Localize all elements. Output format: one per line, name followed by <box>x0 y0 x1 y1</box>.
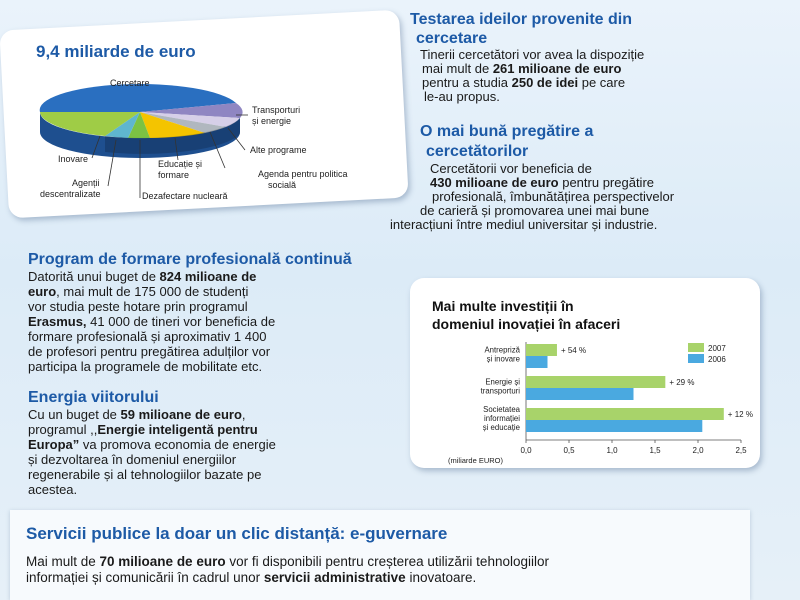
bar-category-label-1: Energie și <box>485 377 520 387</box>
bar-category-label-0: Antrepriză <box>484 345 520 355</box>
bar-annotation-1: + 29 % <box>669 378 695 387</box>
bar-category-label-1: transporturi <box>480 386 520 396</box>
section-training-program-text-1: Datorită unui buget de 824 milioane de <box>28 269 257 284</box>
egov-text <box>26 554 549 586</box>
section-energy-text-1: Cu un buget de 59 milioane de euro, <box>28 407 246 422</box>
bar-chart-x-tick-label: 1,5 <box>649 446 661 455</box>
section-training-program-text-3: vor studia peste hotare prin programul <box>28 299 248 314</box>
section-energy-title: Energia viitorului <box>28 389 159 406</box>
pie-chart <box>0 0 410 215</box>
section-researcher-training-text-1: Cercetătorii vor beneficia de <box>430 161 592 176</box>
section-training-program-text-7: participa la programele de mobilitate etc. <box>28 359 263 374</box>
section-testing-ideas-title-1: Testarea ideilor provenite din <box>410 11 632 28</box>
section-researcher-training-text-2: 430 milioane de euro pentru pregătire <box>430 175 655 190</box>
pie-label-other: Alte programe <box>250 145 307 155</box>
pie-label-innovation: Inovare <box>58 154 89 164</box>
bar-chart-x-tick-label: 0,5 <box>563 446 575 455</box>
bar-legend-swatch-2007 <box>688 343 704 352</box>
section-energy-text-2: programul ,,Energie inteligentă pentru <box>28 422 258 437</box>
egov-title: Servicii publice la doar un clic distanță: e-guvernare <box>26 524 448 543</box>
pie-label-research: Cercetare <box>110 78 150 88</box>
section-researcher-training-title-2: cercetătorilor <box>426 143 529 160</box>
pie-label-agencies-2: descentralizate <box>40 189 101 199</box>
section-testing-ideas-title-2: cercetare <box>416 30 488 47</box>
bar-legend-label-2006: 2006 <box>708 355 726 364</box>
egov-panel <box>10 510 750 600</box>
bar-category-label-2: și educație <box>482 423 520 432</box>
section-testing-ideas-text-1: Tinerii cercetători vor avea la dispoziție <box>420 47 645 62</box>
pie-label-transport-2: și energie <box>252 116 292 126</box>
bar-annotation-2: + 12 % <box>727 410 753 419</box>
bar-chart-title-1: Mai multe investiții în <box>432 298 574 314</box>
section-researcher-training-text-5: interacțiuni între mediul universitar și industrie. <box>390 217 658 232</box>
section-energy-text-6: acestea. <box>28 482 78 497</box>
section-energy <box>28 389 276 497</box>
bar-chart-title-2: domeniul inovației în afaceri <box>432 316 621 332</box>
section-researcher-training-text-4: de carieră și promovarea unei mai bune <box>420 203 650 218</box>
pie-label-social-2: socială <box>268 180 297 190</box>
bar-2006-0 <box>526 356 548 368</box>
section-training-program <box>28 251 352 374</box>
bar-category-label-0: și inovare <box>486 354 520 364</box>
bar-category-label-2: informației <box>484 414 520 423</box>
section-energy-text-4: și dezvoltarea în domeniul energiilor <box>28 452 237 467</box>
bar-chart <box>410 278 760 468</box>
bar-2007-1 <box>526 376 665 388</box>
pie-label-education: Educație și <box>158 159 203 169</box>
bar-chart-x-tick-label: 2,0 <box>692 446 704 455</box>
egov-text-1: Mai mult de 70 milioane de euro vor fi disponibili pentru creșterea utilizării tehnologiilor <box>26 554 549 569</box>
section-training-program-text-2: euro, mai mult de 175 000 de studenți <box>28 284 249 299</box>
egov-text-2: informației și comunicării în cadrul unor servicii administrative inovatoare. <box>26 570 477 585</box>
bar-chart-x-tick-label: 1,0 <box>606 446 618 455</box>
section-researcher-training-text-3: profesională, îmbunătățirea perspectivelor <box>432 189 675 204</box>
pie-label-social: Agenda pentru politica <box>258 169 348 179</box>
bar-legend-label-2007: 2007 <box>708 344 726 353</box>
section-training-program-text-4: Erasmus, 41 000 de tineri vor beneficia de <box>28 314 276 329</box>
section-training-program-text-6: de profesori pentru pregătirea adulților vor <box>28 344 271 359</box>
bar-chart-content <box>432 298 753 465</box>
section-testing-ideas-text-4: le-au propus. <box>424 89 500 104</box>
section-energy-text-3: Europa” va promova economia de energie <box>28 437 276 452</box>
bar-legend-swatch-2006 <box>688 354 704 363</box>
bar-annotation-0: + 54 % <box>560 346 587 355</box>
pie-label-transport: Transporturi <box>252 105 301 115</box>
section-training-program-title: Program de formare profesională continuă <box>28 251 352 268</box>
section-researcher-training-title-1: O mai bună pregătire a <box>420 123 594 140</box>
section-testing-ideas-text-2: mai mult de 261 milioane de euro <box>422 61 622 76</box>
pie-chart-title: 9,4 miliarde de euro <box>36 42 196 61</box>
pie-label-education-2: formare <box>158 170 190 180</box>
section-energy-text-5: regenerabile și al tehnologiilor bazate pe <box>28 467 262 482</box>
bar-2006-1 <box>526 388 634 400</box>
bar-category-label-2: Societatea <box>483 405 520 414</box>
section-training-program-text-5: formare profesională și aproximativ 1 400 <box>28 329 267 344</box>
pie-label-agencies: Agenții <box>72 178 100 188</box>
bar-2007-2 <box>526 408 724 420</box>
bar-2007-0 <box>526 344 557 356</box>
bar-2006-2 <box>526 420 702 432</box>
section-testing-ideas <box>410 10 644 104</box>
pie-slices <box>40 84 243 158</box>
bar-chart-x-tick-label: 2,5 <box>735 446 747 455</box>
section-testing-ideas-text-3: pentru a studia 250 de idei pe care <box>422 75 626 90</box>
section-researcher-training <box>390 122 675 232</box>
bar-chart-x-axis-label: (miliarde EURO) <box>448 456 504 465</box>
bar-chart-x-tick-label: 0,0 <box>520 446 532 455</box>
pie-label-decommissioning: Dezafectare nucleară <box>142 191 228 201</box>
